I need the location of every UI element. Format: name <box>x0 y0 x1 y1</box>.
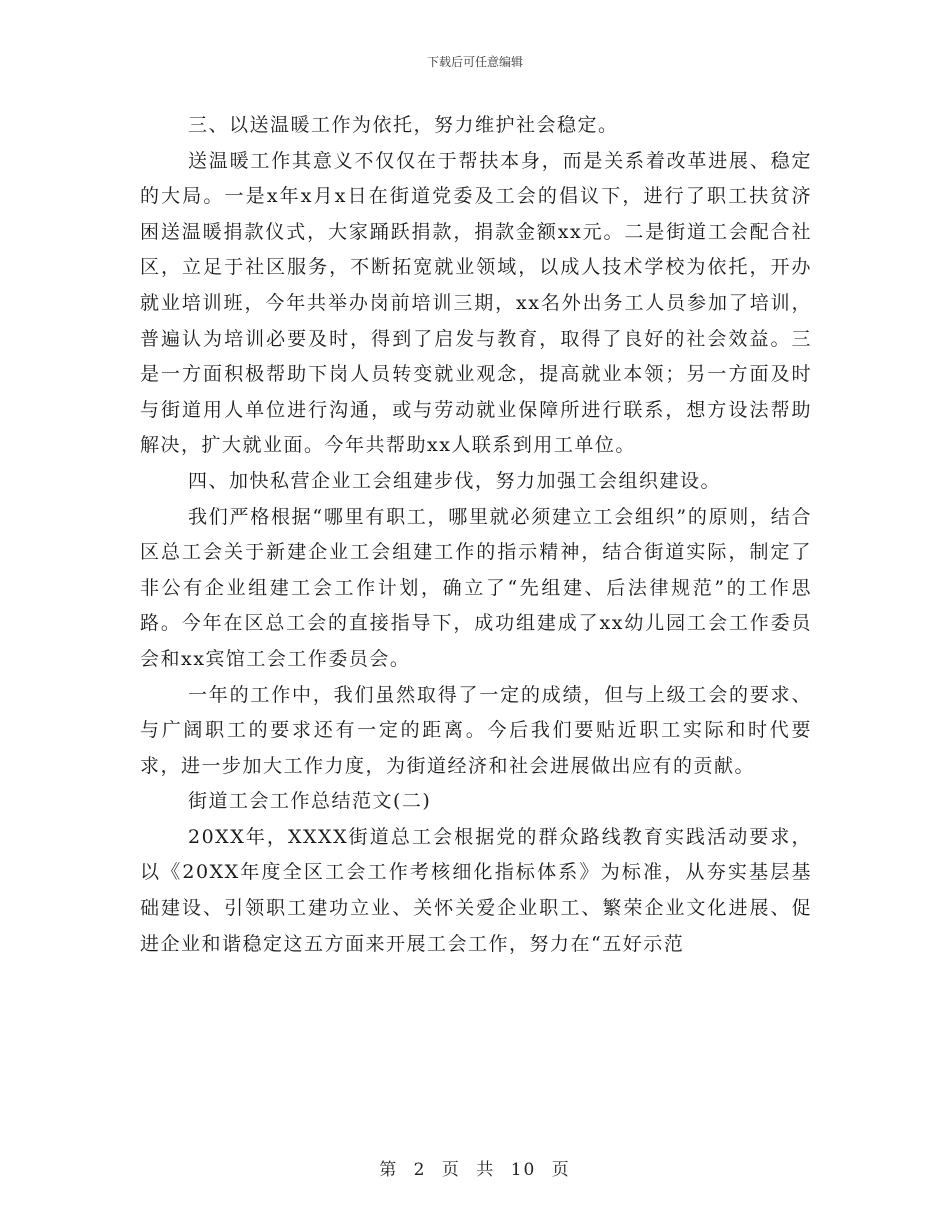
total-label: 共 <box>476 1160 496 1180</box>
section-heading-4: 四、加快私营企业工会组建步伐，努力加强工会组织建设。 <box>188 469 722 492</box>
page-footer <box>0 1155 950 1180</box>
body-paragraph: 一年的工作中，我们虽然取得了一定的成绩，但与上级工会的要求、与广阔职工的要求还有一定的距离。今后我们要贴近职工实际和时代要求，进一步加大工作力度，为街道经济和社会进展做出应有的贡献。 <box>140 683 812 777</box>
page-unit: 页 <box>441 1160 461 1180</box>
article-title: 街道工会工作总结范文(二) <box>188 790 432 813</box>
section-heading-3: 三、以送温暖工作为依托，努力维护社会稳定。 <box>188 114 619 136</box>
page-header: 下载后可任意编辑 <box>426 55 523 69</box>
body-paragraph: 我们严格根据“哪里有职工，哪里就必须建立工会组织”的原则，结合区总工会关于新建企业工会组建工作的指示精神，结合街道实际，制定了非公有企业组建工会工作计划，确立了“先组建、后法律规范”的工作思路。今年在区总工会的直接指导下，成功组建成了xx幼儿园工会工作委员会和xx宾馆工会工作委员会。 <box>140 505 812 670</box>
page-label: 第 <box>379 1160 399 1180</box>
page-number: 2 <box>413 1160 427 1180</box>
body-paragraph: 送温暖工作其意义不仅仅在于帮扶本身，而是关系着改革进展、稳定的大局。一是x年x月x日在街道党委及工会的倡议下，进行了职工扶贫济困送温暖捐款仪式，大家踊跃捐款，捐款金额xx元。二是街道工会配合社区，立足于社区服务，不断拓宽就业领域，以成人技术学校为依托，开办就业培训班，今年共举办岗前培训三期，xx名外出务工人员参加了培训，普遍认为培训必要及时，得到了启发与教育，取得了良好的社会效益。三是一方面积极帮助下岗人员转变就业观念，提高就业本领；另一方面及时与街道用人单位进行沟通，或与劳动就业保障所进行联系，想方设法帮助解决，扩大就业面。今年共帮助xx人联系到用工单位。 <box>140 149 812 457</box>
total-unit: 页 <box>551 1160 571 1180</box>
page-total: 10 <box>510 1160 537 1180</box>
document-body <box>140 108 812 962</box>
body-paragraph: 20XX年，XXXX街道总工会根据党的群众路线教育实践活动要求，以《20XX年度全区工会工作考核细化指标体系》为标准，从夯实基层基础建设、引领职工建功立业、关怀关爱企业职工、繁荣企业文化进展、促进企业和谐稳定这五方面来开展工会工作，努力在“五好示范 <box>140 825 812 955</box>
